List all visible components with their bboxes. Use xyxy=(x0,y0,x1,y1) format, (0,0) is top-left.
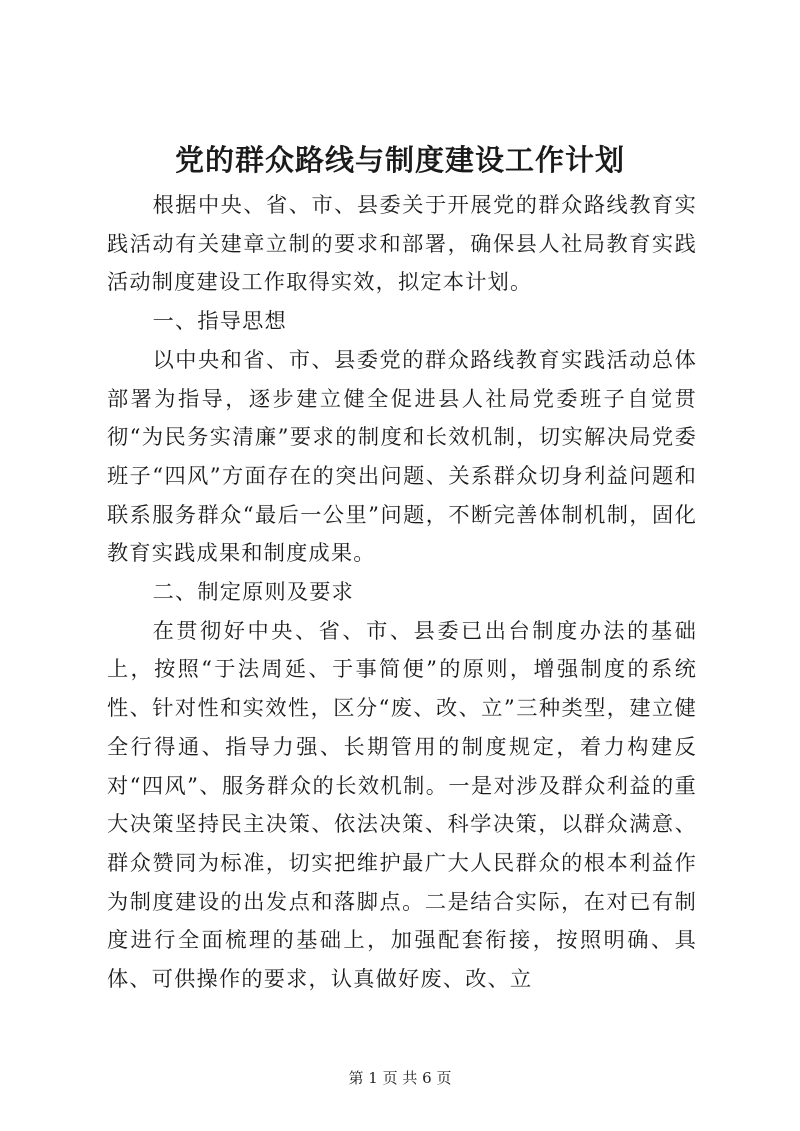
section-heading-principles-requirements: 二、制定原则及要求 xyxy=(152,579,355,605)
section-paragraph-principles-requirements: 在贯彻好中央、省、市、县委已出台制度办法的基础上，按照“于法周延、于事简便”的原则，增强制度的系统性、针对性和实效性，区分“废、改、立”三种类型，建立健全行得通、指导力强、长期管用的制度规定，着力构建反对“四风”、服务群众的长效机制。一是对涉及群众利益的重大决策坚持民主决策、依法决策、科学决策，以群众满意、群众赞同为标准，切实把维护最广大人民群众的根本利益作为制度建设的出发点和落脚点。二是结合实际，在对已有制度进行全面梳理的基础上，加强配套衔接，按照明确、具体、可供操作的要求，认真做好废、改、立 xyxy=(107,617,697,992)
document-title: 党的群众路线与制度建设工作计划 xyxy=(174,143,625,177)
section-heading-guiding-ideology: 一、指导思想 xyxy=(152,308,287,334)
document-body xyxy=(107,186,697,999)
section-paragraph-guiding-ideology: 以中央和省、市、县委党的群众路线教育实践活动总体部署为指导，逐步建立健全促进县人社局党委班子自觉贯彻“为民务实清廉”要求的制度和长效机制，切实解决局党委班子“四风”方面存在的突出问题、关系群众切身利益问题和联系服务群众“最后一公里”问题，不断完善体制机制，固化教育实践成果和制度成果。 xyxy=(107,346,697,566)
page-footer: 第 1 页 共 6 页 xyxy=(348,1069,452,1087)
intro-paragraph: 根据中央、省、市、县委关于开展党的群众路线教育实践活动有关建章立制的要求和部署，确保县人社局教育实践活动制度建设工作取得实效，拟定本计划。 xyxy=(107,192,697,295)
